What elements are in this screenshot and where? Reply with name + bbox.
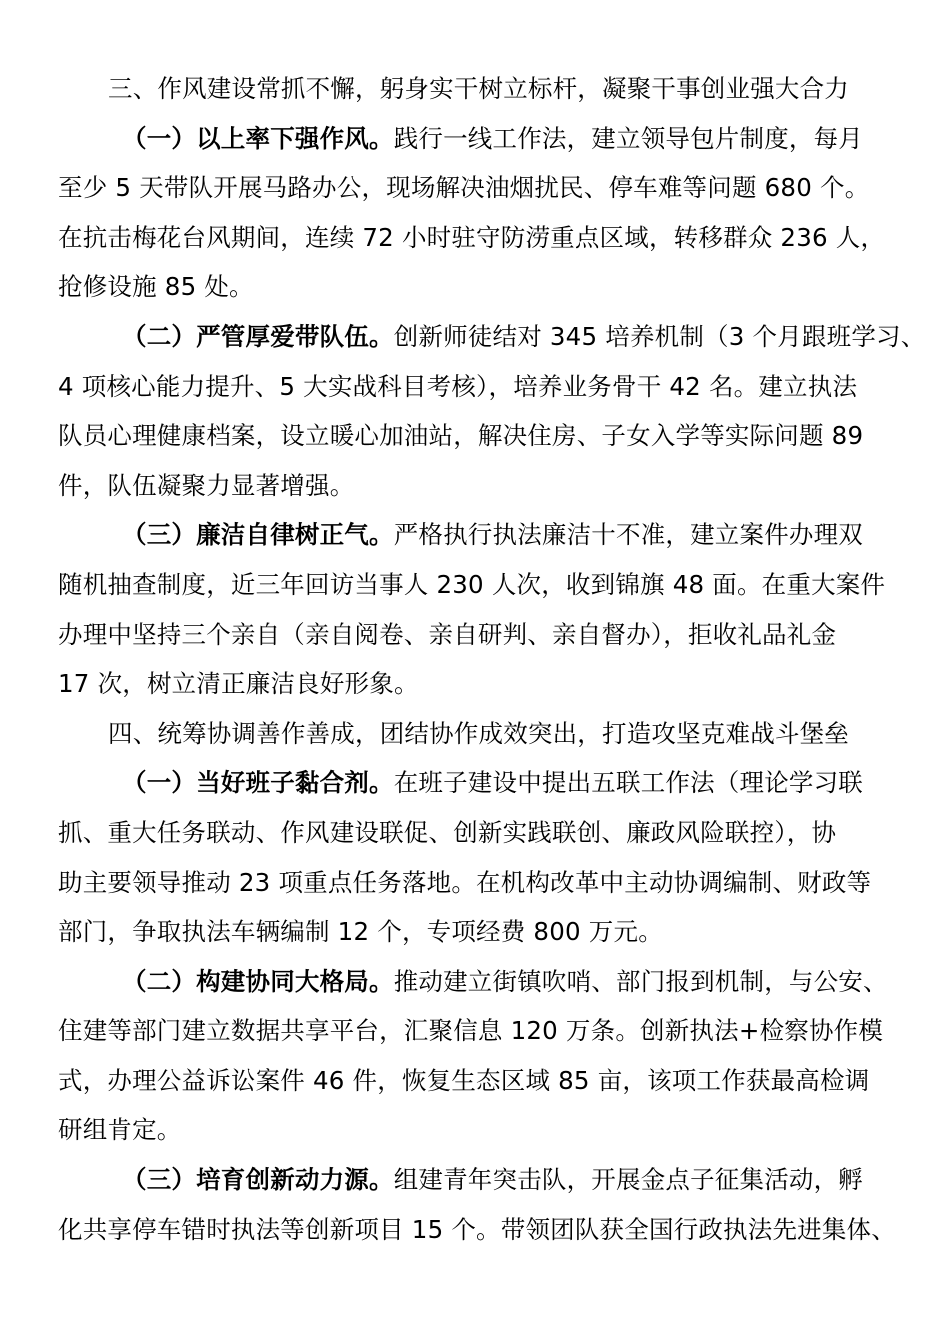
paragraph-line: 助主要领导推动 23 项重点任务落地。在机构改革中主动协调编制、财政等	[58, 867, 872, 897]
paragraph-line: 随机抽查制度，近三年回访当事人 230 人次，收到锦旗 48 面。在重大案件	[58, 569, 886, 599]
item-text: 践行一线工作法，建立领导包片制度，每月	[393, 123, 864, 153]
paragraph-line: 队员心理健康档案，设立暖心加油站，解决住房、子女入学等实际问题 89	[58, 421, 864, 451]
paragraph-4-3	[58, 1155, 910, 1254]
item-text: 推动建立街镇吹哨、部门报到机制，与公安、	[393, 966, 888, 996]
item-title: （二）严管厚爱带队伍。	[122, 321, 394, 351]
item-title: （一）当好班子黏合剂。	[122, 768, 394, 798]
paragraph-line: 件，队伍凝聚力显著增强。	[58, 470, 355, 500]
item-title: （三）培育创新动力源。	[122, 1165, 394, 1195]
paragraph-line: 至少 5 天带队开展马路办公，现场解决油烟扰民、停车难等问题 680 个。	[58, 173, 870, 203]
item-text: 创新师徒结对 345 培养机制（3 个月跟班学习、	[393, 321, 926, 351]
paragraph-line: 在抗击梅花台风期间，连续 72 小时驻守防涝重点区域，转移群众 236 人，	[58, 222, 886, 252]
paragraph-line: 17 次，树立清正廉洁良好形象。	[58, 669, 419, 699]
document-page	[58, 64, 926, 1254]
section-heading-4: 四、统筹协调善作善成，团结协作成效突出，打造攻坚克难战斗堡垒	[108, 718, 849, 748]
paragraph-line: 住建等部门建立数据共享平台，汇聚信息 120 万条。创新执法+检察协作模	[58, 1016, 884, 1046]
paragraph-line: 办理中坚持三个亲自（亲自阅卷、亲自研判、亲自督办），拒收礼品礼金	[58, 619, 837, 649]
paragraph-4-1	[58, 758, 910, 956]
paragraph-3-1	[58, 114, 910, 312]
item-text: 在班子建设中提出五联工作法（理论学习联	[393, 768, 864, 798]
item-title: （一）以上率下强作风。	[122, 123, 394, 153]
paragraph-3-3	[58, 510, 910, 708]
paragraph-line: 部门，争取执法车辆编制 12 个，专项经费 800 万元。	[58, 917, 663, 947]
item-title: （三）廉洁自律树正气。	[122, 520, 394, 550]
paragraph-line: 化共享停车错时执法等创新项目 15 个。带领团队获全国行政执法先进集体、	[58, 1214, 896, 1244]
item-title: （二）构建协同大格局。	[122, 966, 394, 996]
paragraph-3-2	[58, 312, 926, 510]
paragraph-4-2	[58, 957, 910, 1155]
paragraph-line: 抢修设施 85 处。	[58, 272, 254, 302]
paragraph-line: 4 项核心能力提升、5 大实战科目考核），培养业务骨干 42 名。建立执法	[58, 371, 858, 401]
paragraph-line: 研组肯定。	[58, 1115, 182, 1145]
paragraph-line: 式，办理公益诉讼案件 46 件，恢复生态区域 85 亩，该项工作获最高检调	[58, 1065, 870, 1095]
item-text: 组建青年突击队，开展金点子征集活动，孵	[393, 1165, 864, 1195]
section-heading-3: 三、作风建设常抓不懈，躬身实干树立标杆，凝聚干事创业强大合力	[108, 74, 849, 103]
item-text: 严格执行执法廉洁十不准，建立案件办理双	[393, 520, 864, 550]
paragraph-line: 抓、重大任务联动、作风建设联促、创新实践联创、廉政风险联控），协	[58, 817, 837, 847]
